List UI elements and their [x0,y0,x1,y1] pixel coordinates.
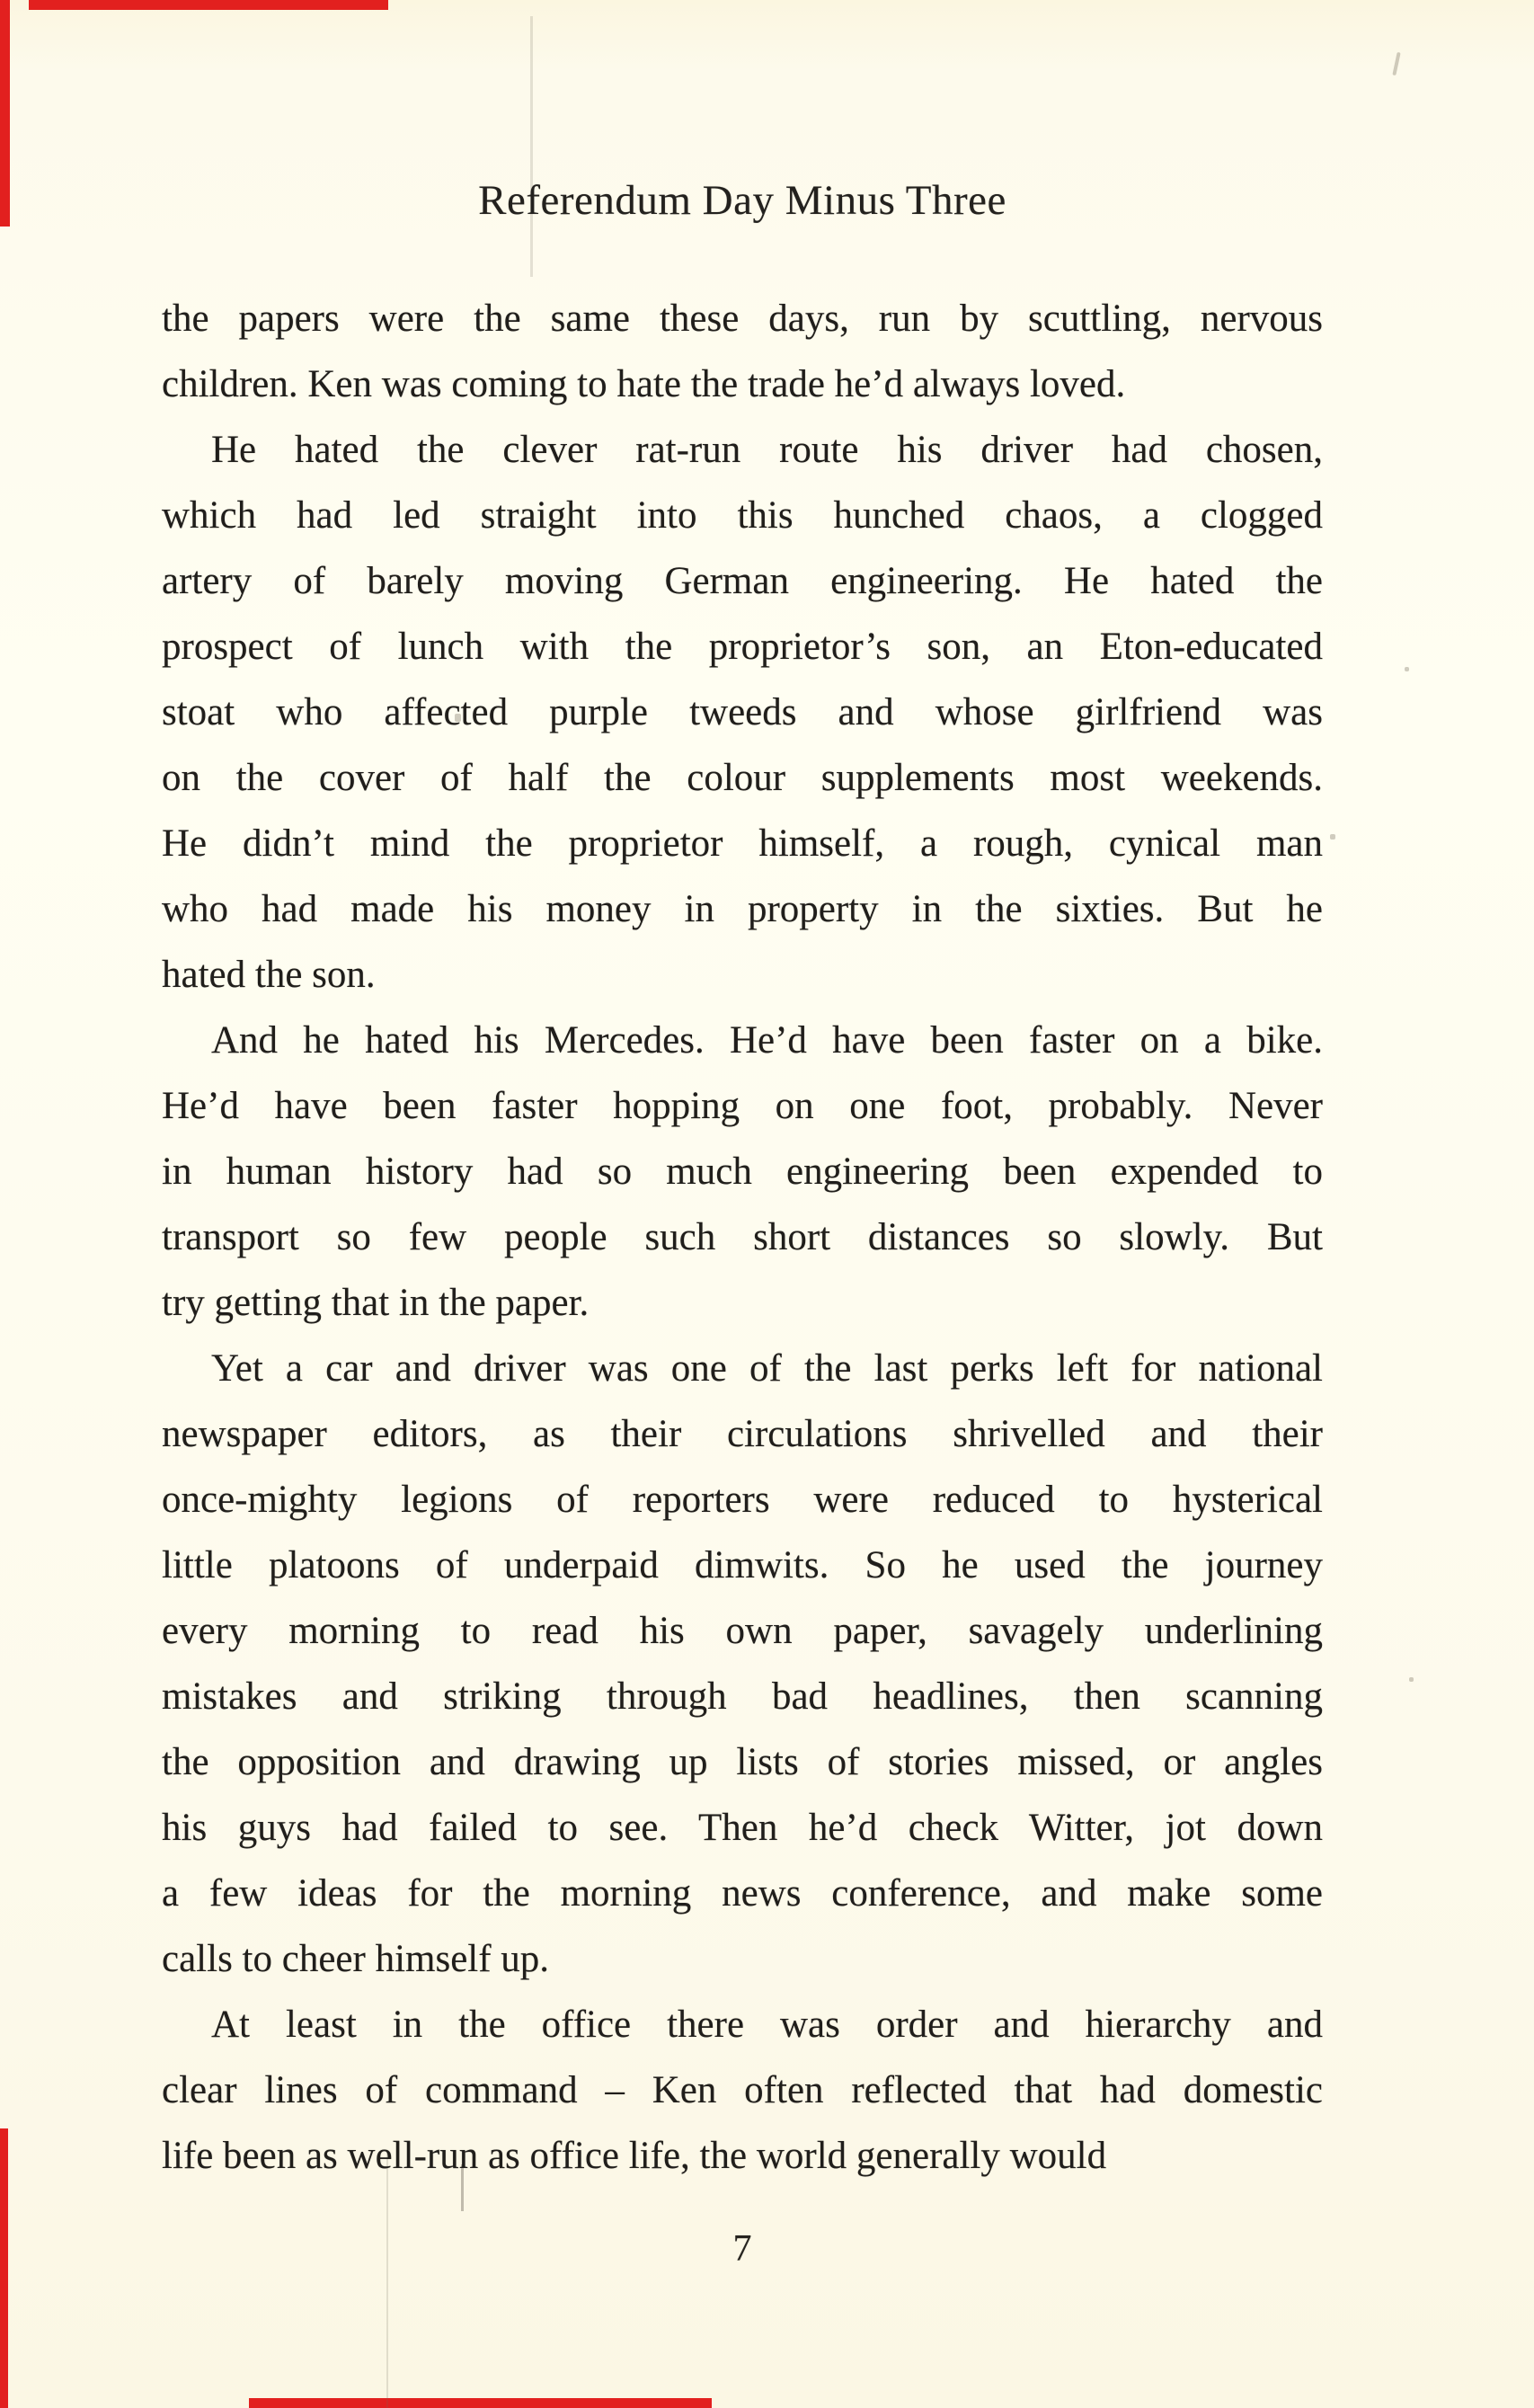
scan-edge-red-left-bottom [0,2128,8,2408]
scan-speck [1405,667,1409,671]
text-line: prospect of lunch with the proprietor’s son, an Eton-educated [162,626,1323,668]
text-line: transport so few people such short distances so slowly. But [162,1216,1323,1258]
text-line: He hated the clever rat-run route his driver had chosen, [211,429,1323,471]
text-line: And he hated his Mercedes. He’d have been faster on a bike. [211,1019,1323,1062]
text-line: once-mighty legions of reporters were reduced to hysterical [162,1479,1323,1521]
text-line: calls to cheer himself up. [162,1938,550,1980]
text-line: stoat who affected purple tweeds and whose girlfriend was [162,691,1323,733]
text-line: every morning to read his own paper, savagely underlining [162,1610,1323,1652]
body-text [162,286,1323,2189]
text-line: At least in the office there was order and hierarchy and [211,2004,1323,2046]
text-line: a few ideas for the morning news conference, and make some [162,1872,1323,1915]
text-line: the opposition and drawing up lists of stories missed, or angles [162,1741,1323,1783]
text-line: clear lines of command – Ken often reflected that had domestic [162,2069,1323,2111]
scan-speck [1330,834,1335,840]
scan-edge-red-top [29,0,388,10]
page-number: 7 [732,2228,752,2270]
text-line: hated the son. [162,954,376,996]
text-line: who had made his money in property in the sixties. But he [162,888,1323,930]
text-line: children. Ken was coming to hate the trade he’d always loved. [162,363,1126,405]
text-line: little platoons of underpaid dimwits. So he used the journey [162,1544,1323,1586]
text-line: try getting that in the paper. [162,1282,590,1324]
scan-speck [1409,1677,1414,1682]
scan-speck [1392,52,1400,76]
scan-crease [386,2150,388,2408]
scan-edge-red-bottom [249,2398,712,2408]
text-line: He’d have been faster hopping on one foot, probably. Never [162,1085,1323,1127]
text-line: in human history had so much engineering been expended to [162,1151,1323,1193]
text-line: Yet a car and driver was one of the last perks left for national [211,1347,1323,1390]
text-line: newspaper editors, as their circulations shrivelled and their [162,1413,1323,1455]
text-line: the papers were the same these days, run by scuttling, nervous [162,298,1323,340]
chapter-header: Referendum Day Minus Three [478,177,1006,224]
scan-crease [530,16,533,277]
text-line: life been as well-run as office life, the world generally would [162,2135,1107,2177]
text-line: his guys had failed to see. Then he’d check Witter, jot down [162,1807,1323,1849]
text-line: mistakes and striking through bad headlines, then scanning [162,1675,1323,1718]
text-line: which had led straight into this hunched chaos, a clogged [162,494,1323,537]
text-line: artery of barely moving German engineering. He hated the [162,560,1323,602]
text-line: on the cover of half the colour supplements most weekends. [162,757,1323,799]
text-line: He didn’t mind the proprietor himself, a rough, cynical man [162,822,1323,865]
scan-edge-red-left [0,0,10,227]
